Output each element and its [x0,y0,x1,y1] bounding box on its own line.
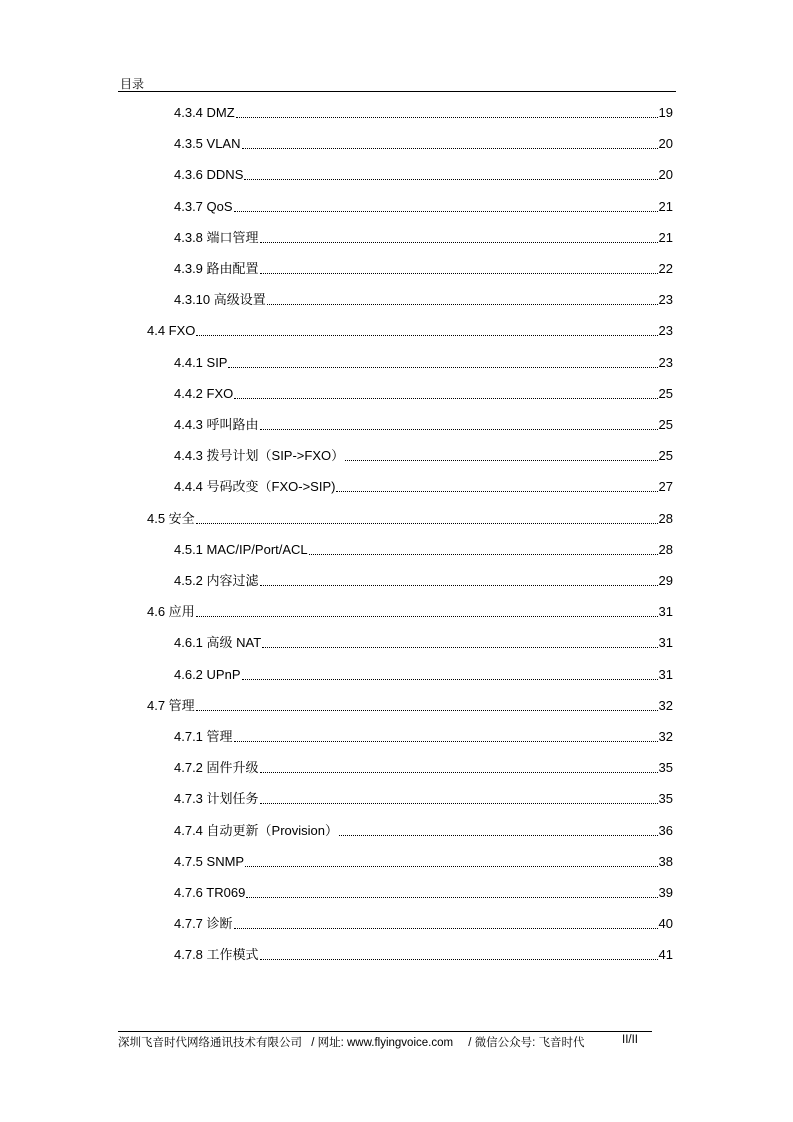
toc-entry-page: 38 [658,853,673,869]
toc-dot-leader [309,554,658,555]
toc-entry-page: 41 [658,947,673,963]
toc-entry-page: 29 [658,573,673,588]
footer-page-number: II/II [622,1034,638,1046]
toc-entry-label: 4.7.2 固件升级 [174,760,259,776]
toc-entry-label: 4.4.1 SIP [174,354,228,370]
toc-entry-page: 27 [658,479,673,495]
toc-entry[interactable] [174,881,673,901]
toc-entry-label: 4.5.2 内容过滤 [174,573,259,588]
toc-entry-label: 4.6 应用 [147,604,195,620]
toc-entry[interactable] [174,413,673,433]
toc-dot-leader [196,616,658,617]
toc-entry-label: 4.6.1 高级 NAT [174,635,262,651]
toc-dot-leader [242,679,658,680]
toc-entry[interactable] [174,819,673,839]
toc-entry[interactable] [174,756,673,776]
toc-dot-leader [234,741,658,742]
toc-entry-label: 4.7 管理 [147,697,195,713]
toc-entry[interactable] [147,319,673,339]
toc-entry-page: 21 [658,198,673,214]
toc-dot-leader [234,928,658,929]
toc-entry[interactable] [174,226,673,246]
toc-entry-page: 39 [658,885,673,900]
toc-entry-page: 20 [658,136,673,152]
toc-entry-page: 31 [658,635,673,651]
toc-entry[interactable] [174,444,673,464]
toc-entry-page: 23 [658,323,673,339]
toc-entry[interactable] [174,912,673,932]
toc-entry[interactable] [174,850,673,870]
toc-entry[interactable] [174,725,673,745]
toc-entry-page: 20 [658,167,673,183]
toc-entry-page: 35 [658,760,673,776]
toc-entry-label: 4.4.3 呼叫路由 [174,417,259,432]
toc-dot-leader [260,585,658,586]
toc-entry-page: 31 [658,666,673,682]
toc-dot-leader [260,273,658,274]
toc-dot-leader [336,491,657,492]
toc-dot-leader [267,304,658,305]
toc-entry[interactable] [174,351,673,371]
toc-entry-label: 4.7.1 管理 [174,729,233,744]
toc-entry-label: 4.7.4 自动更新（Provision） [174,822,338,838]
toc-dot-leader [244,179,657,180]
toc-dot-leader [196,523,658,524]
toc-dot-leader [262,647,657,648]
toc-entry[interactable] [174,257,673,277]
toc-entry-label: 4.4.3 拨号计划（SIP->FXO） [174,448,345,464]
toc-dot-leader [246,897,657,898]
toc-entry-label: 4.3.5 VLAN [174,136,241,152]
toc-dot-leader [196,710,658,711]
toc-entry-page: 32 [658,697,673,713]
toc-entry-label: 4.7.6 TR069 [174,885,246,900]
toc-dot-leader [339,835,658,836]
toc-entry-label: 4.3.8 端口管理 [174,229,259,245]
toc-entry-label: 4.7.7 诊断 [174,916,233,932]
toc-entry-page: 25 [658,385,673,401]
toc-entry[interactable] [174,195,673,215]
toc-entry-page: 35 [658,791,673,807]
toc-entry[interactable] [147,507,673,527]
toc-entry[interactable] [174,101,673,121]
page-header-title: 目录 [120,77,145,91]
toc-entry[interactable] [174,288,673,308]
toc-entry[interactable] [174,631,673,651]
toc-entry[interactable] [174,163,673,183]
toc-dot-leader [234,211,658,212]
toc-dot-leader [260,772,658,773]
toc-entry-page: 31 [658,604,673,620]
toc-entry[interactable] [174,538,673,558]
toc-entry-label: 4.7.8 工作模式 [174,947,259,963]
toc-entry-page: 32 [658,729,673,744]
footer-website: / 网址: www.flyingvoice.com [311,1037,454,1049]
toc-entry[interactable] [174,569,673,589]
toc-entry[interactable] [174,382,673,402]
toc-dot-leader [228,367,657,368]
toc-entry-page: 40 [658,916,673,932]
toc-entry-page: 19 [658,105,673,120]
toc-entry-label: 4.5.1 MAC/IP/Port/ACL [174,541,308,557]
toc-dot-leader [245,866,657,867]
toc-dot-leader [260,242,658,243]
toc-entry-page: 28 [658,510,673,526]
toc-dot-leader [260,959,658,960]
toc-entry-page: 36 [658,822,673,838]
toc-entry[interactable] [174,943,673,963]
footer [118,1034,652,1050]
toc-entry-label: 4.3.10 高级设置 [174,292,266,308]
toc-entry[interactable] [174,663,673,683]
toc-entry[interactable] [174,475,673,495]
toc-entry-page: 21 [658,229,673,245]
toc-entry-label: 4.3.9 路由配置 [174,261,259,276]
toc-entry-label: 4.4.4 号码改变（FXO->SIP) [174,479,336,495]
toc-entry-label: 4.3.6 DDNS [174,167,244,183]
toc-dot-leader [234,398,657,399]
toc-entry[interactable] [174,787,673,807]
toc-entry-page: 25 [658,448,673,464]
toc-entry-page: 25 [658,417,673,432]
toc-entry[interactable] [174,132,673,152]
toc-entry-label: 4.7.3 计划任务 [174,791,259,807]
toc-entry-label: 4.3.7 QoS [174,198,233,214]
toc-entry-label: 4.6.2 UPnP [174,666,241,682]
footer-company: 深圳飞音时代网络通讯技术有限公司 [118,1037,302,1049]
toc-entry-label: 4.4 FXO [147,323,196,339]
footer-wechat: / 微信公众号: 飞音时代 [468,1037,585,1049]
toc-entry[interactable] [147,600,673,620]
toc-entry-page: 22 [658,261,673,276]
toc-entry-page: 23 [658,354,673,370]
toc-dot-leader [236,117,658,118]
toc-entry-label: 4.5 安全 [147,510,195,526]
header-divider [118,91,676,92]
toc-dot-leader [260,803,658,804]
toc-dot-leader [196,335,657,336]
toc-dot-leader [345,460,657,461]
toc-entry-label: 4.3.4 DMZ [174,105,235,120]
toc-dot-leader [260,429,658,430]
toc-entry-label: 4.7.5 SNMP [174,853,245,869]
toc-dot-leader [242,148,658,149]
footer-divider [118,1031,652,1032]
toc-entry-label: 4.4.2 FXO [174,385,234,401]
toc-entry[interactable] [147,694,673,714]
toc-entry-page: 23 [658,292,673,308]
toc-entry-page: 28 [658,541,673,557]
